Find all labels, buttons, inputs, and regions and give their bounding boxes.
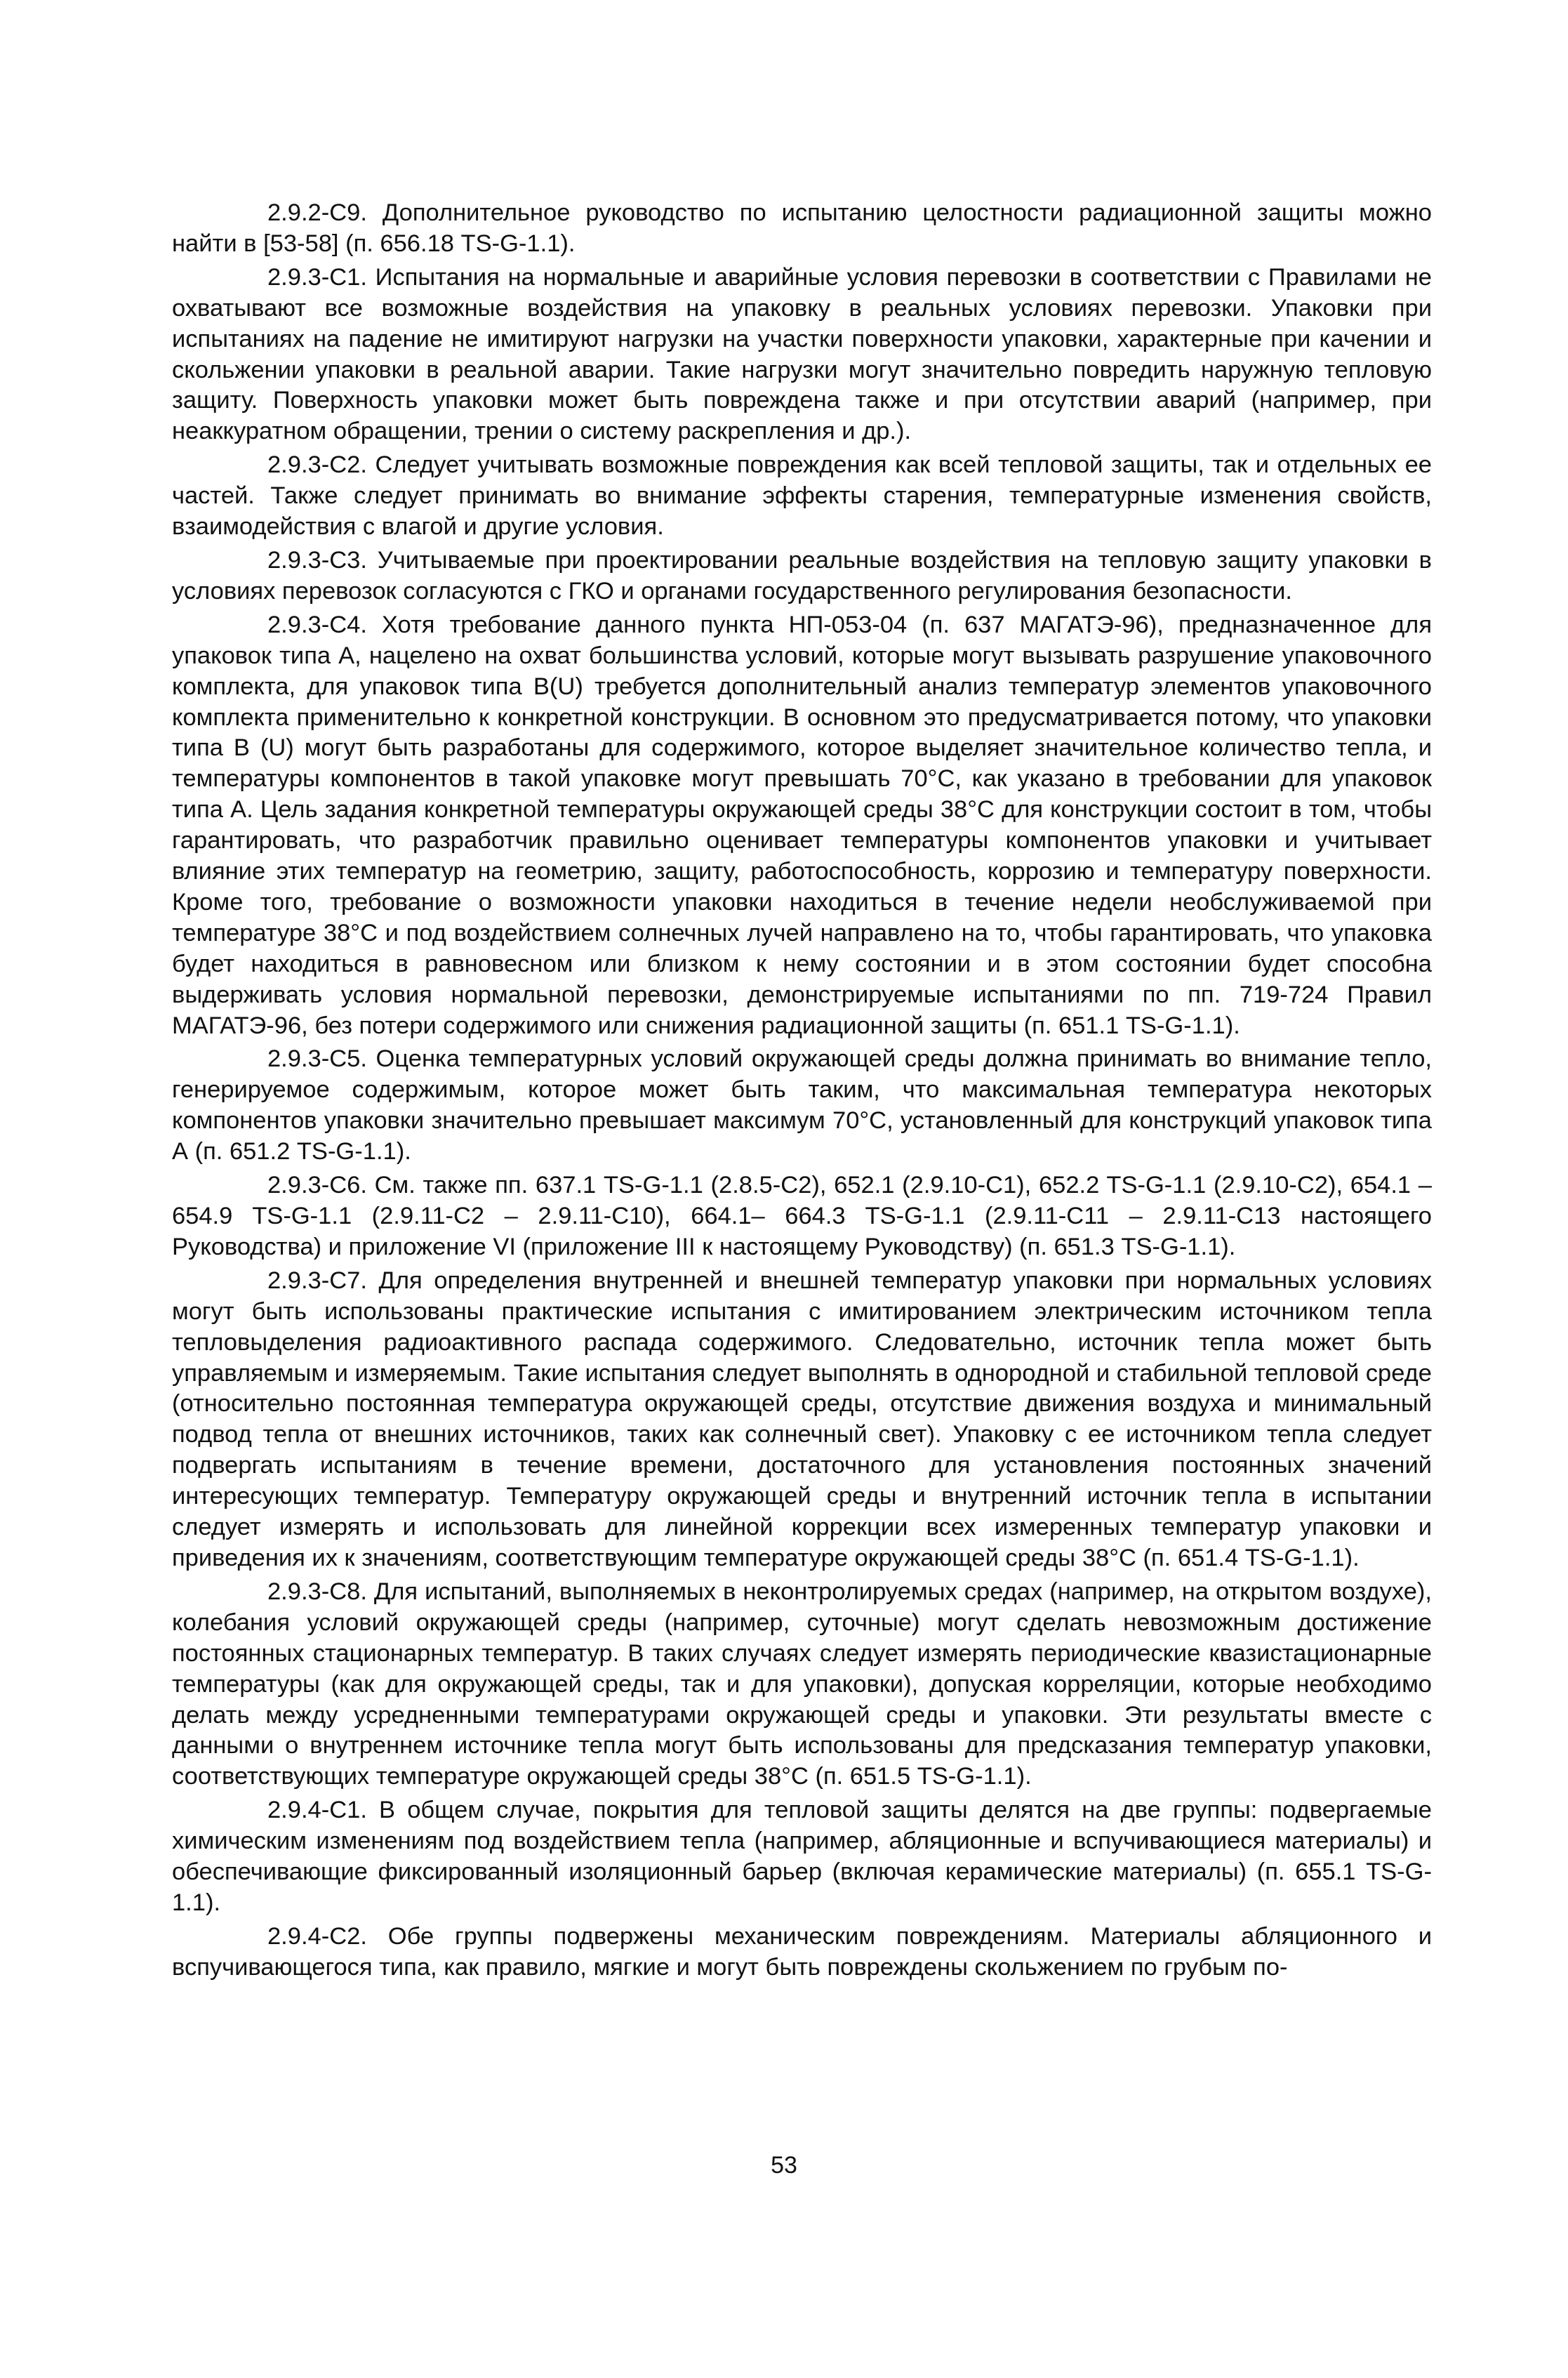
paragraph-2-9-3-c1: 2.9.3-С1. Испытания на нормальные и аварийные условия перевозки в соответствии с Правилами не охватывают все возможные воздействия на упаковку в реальных условиях перевозки. Упаковки при испытаниях на падение не имитируют нагрузки на участки поверхности упаковки, характерные при качении и скольжении упаковки в реальной аварии. Такие нагрузки могут значительно повредить наружную тепловую защиту. Поверхность упаковки может быть повреждена также и при отсутствии аварий (например, при неаккуратном обращении, трении о систему раскрепления и др.).: [172, 263, 1432, 445]
paragraph-2-9-3-c5: 2.9.3-С5. Оценка температурных условий окружающей среды должна принимать во внимание тепло, генерируемое содержимым, которое может быть таким, что максимальная температура некоторых компонентов упаковки значительно превышает максимум 70°С, установленный для конструкций упаковок типа А (п. 651.2 TS-G-1.1).: [172, 1045, 1432, 1165]
paragraph-2-9-4-c2: 2.9.4-С2. Обе группы подвержены механическим повреждениям. Материалы абляционного и вспучивающегося типа, как правило, мягкие и могут быть повреждены скольжением по грубым по-: [172, 1922, 1432, 1981]
paragraph-2-9-3-c2: 2.9.3-С2. Следует учитывать возможные повреждения как всей тепловой защиты, так и отдельных ее частей. Также следует принимать во внимание эффекты старения, температурные изменения свойств, взаимодействия с влагой и другие условия.: [172, 451, 1432, 541]
paragraph-2-9-3-c7: 2.9.3-С7. Для определения внутренней и внешней температур упаковки при нормальных условиях могут быть использованы практические испытания с имитированием электрическим источником тепла тепловыделения радиоактивного распада содержимого. Следовательно, источник тепла может быть управляемым и измеряемым. Такие испытания следует выполнять в однородной и стабильной тепловой среде (относительно постоянная температура окружающей среды, отсутствие движения воздуха и минимальный подвод тепла от внешних источников, таких как солнечный свет). Упаковку с ее источником тепла следует подвергать испытаниям в течение времени, достаточного для установления постоянных значений интересующих температур. Температуру окружающей среды и внутренний источник тепла в испытании следует измерять и использовать для линейной коррекции всех измеренных температур упаковки и приведения их к значениям, соответствующим температуре окружающей среды 38°С (п. 651.4 TS-G-1.1).: [172, 1267, 1432, 1571]
paragraph-2-9-3-c3: 2.9.3-С3. Учитываемые при проектировании реальные воздействия на тепловую защиту упаковки в условиях перевозок согласуются с ГКО и органами государственного регулирования безопасности.: [172, 546, 1432, 605]
paragraph-2-9-3-c6: 2.9.3-С6. См. также пп. 637.1 TS-G-1.1 (2.8.5-С2), 652.1 (2.9.10-С1), 652.2 TS-G-1.1 (2.9.10-С2), 654.1 – 654.9 TS-G-1.1 (2.9.11-С2 – 2.9.11-С10), 664.1– 664.3 TS-G-1.1 (2.9.11-С11 – 2.9.11-С13 настоящего Руководства) и приложение VI (приложение III к настоящему Руководству) (п. 651.3 TS-G-1.1).: [172, 1172, 1432, 1260]
paragraph-2-9-3-c4: 2.9.3-С4. Хотя требование данного пункта НП-053-04 (п. 637 МАГАТЭ-96), предназначенное для упаковок типа А, нацелено на охват большинства условий, которые могут вызывать разрушение упаковочного комплекта, для упаковок типа В(U) требуется дополнительный анализ температур элементов упаковочного комплекта применительно к конкретной конструкции. В основном это предусматривается потому, что упаковки типа В (U) могут быть разработаны для содержимого, которое выделяет значительное количество тепла, и температуры компонентов в такой упаковке могут превышать 70°С, как указано в требовании для упаковок типа А. Цель задания конкретной температуры окружающей среды 38°С для конструкции состоит в том, чтобы гарантировать, что разработчик правильно оценивает температуры компонентов упаковки и учитывает влияние этих температур на геометрию, защиту, работоспособность, коррозию и температуру поверхности. Кроме того, требование о возможности упаковки находиться в течение недели необслуживаемой при температуре 38°С и под воздействием солнечных лучей направлено на то, чтобы гарантировать, что упаковка будет находиться в равновесном или близком к нему состоянии и в этом состоянии будет способна выдерживать условия нормальной перевозки, демонстрируемые испытаниями по пп. 719-724 Правил МАГАТЭ-96, без потери содержимого или снижения радиационной защиты (п. 651.1 TS-G-1.1).: [172, 611, 1432, 1039]
paragraph-2-9-3-c8: 2.9.3-С8. Для испытаний, выполняемых в неконтролируемых средах (например, на открытом воздухе), колебания условий окружающей среды (например, суточные) могут сделать невозможным достижение постоянных стационарных температур. В таких случаях следует измерять периодические квазистационарные температуры (как для окружающей среды, так и для упаковки), допуская корреляции, которые необходимо делать между усредненными температурами окружающей среды и упаковки. Эти результаты вместе с данными о внутреннем источнике тепла могут быть использованы для предсказания температур упаковки, соответствующих температуре окружающей среды 38°С (п. 651.5 TS-G-1.1).: [172, 1578, 1432, 1790]
page-number: 53: [771, 2152, 797, 2179]
document-body: [172, 198, 1432, 1986]
paragraph-2-9-4-c1: 2.9.4-С1. В общем случае, покрытия для тепловой защиты делятся на две группы: подвергаемые химическим изменениям под воздействием тепла (например, абляционные и вспучивающиеся материалы) и обеспечивающие фиксированный изоляционный барьер (включая керамические материалы) (п. 655.1 TS-G-1.1).: [172, 1797, 1432, 1916]
paragraph-2-9-2-c9: 2.9.2-С9. Дополнительное руководство по испытанию целостности радиационной защиты можно найти в [53-58] (п. 656.18 TS-G-1.1).: [172, 199, 1432, 257]
